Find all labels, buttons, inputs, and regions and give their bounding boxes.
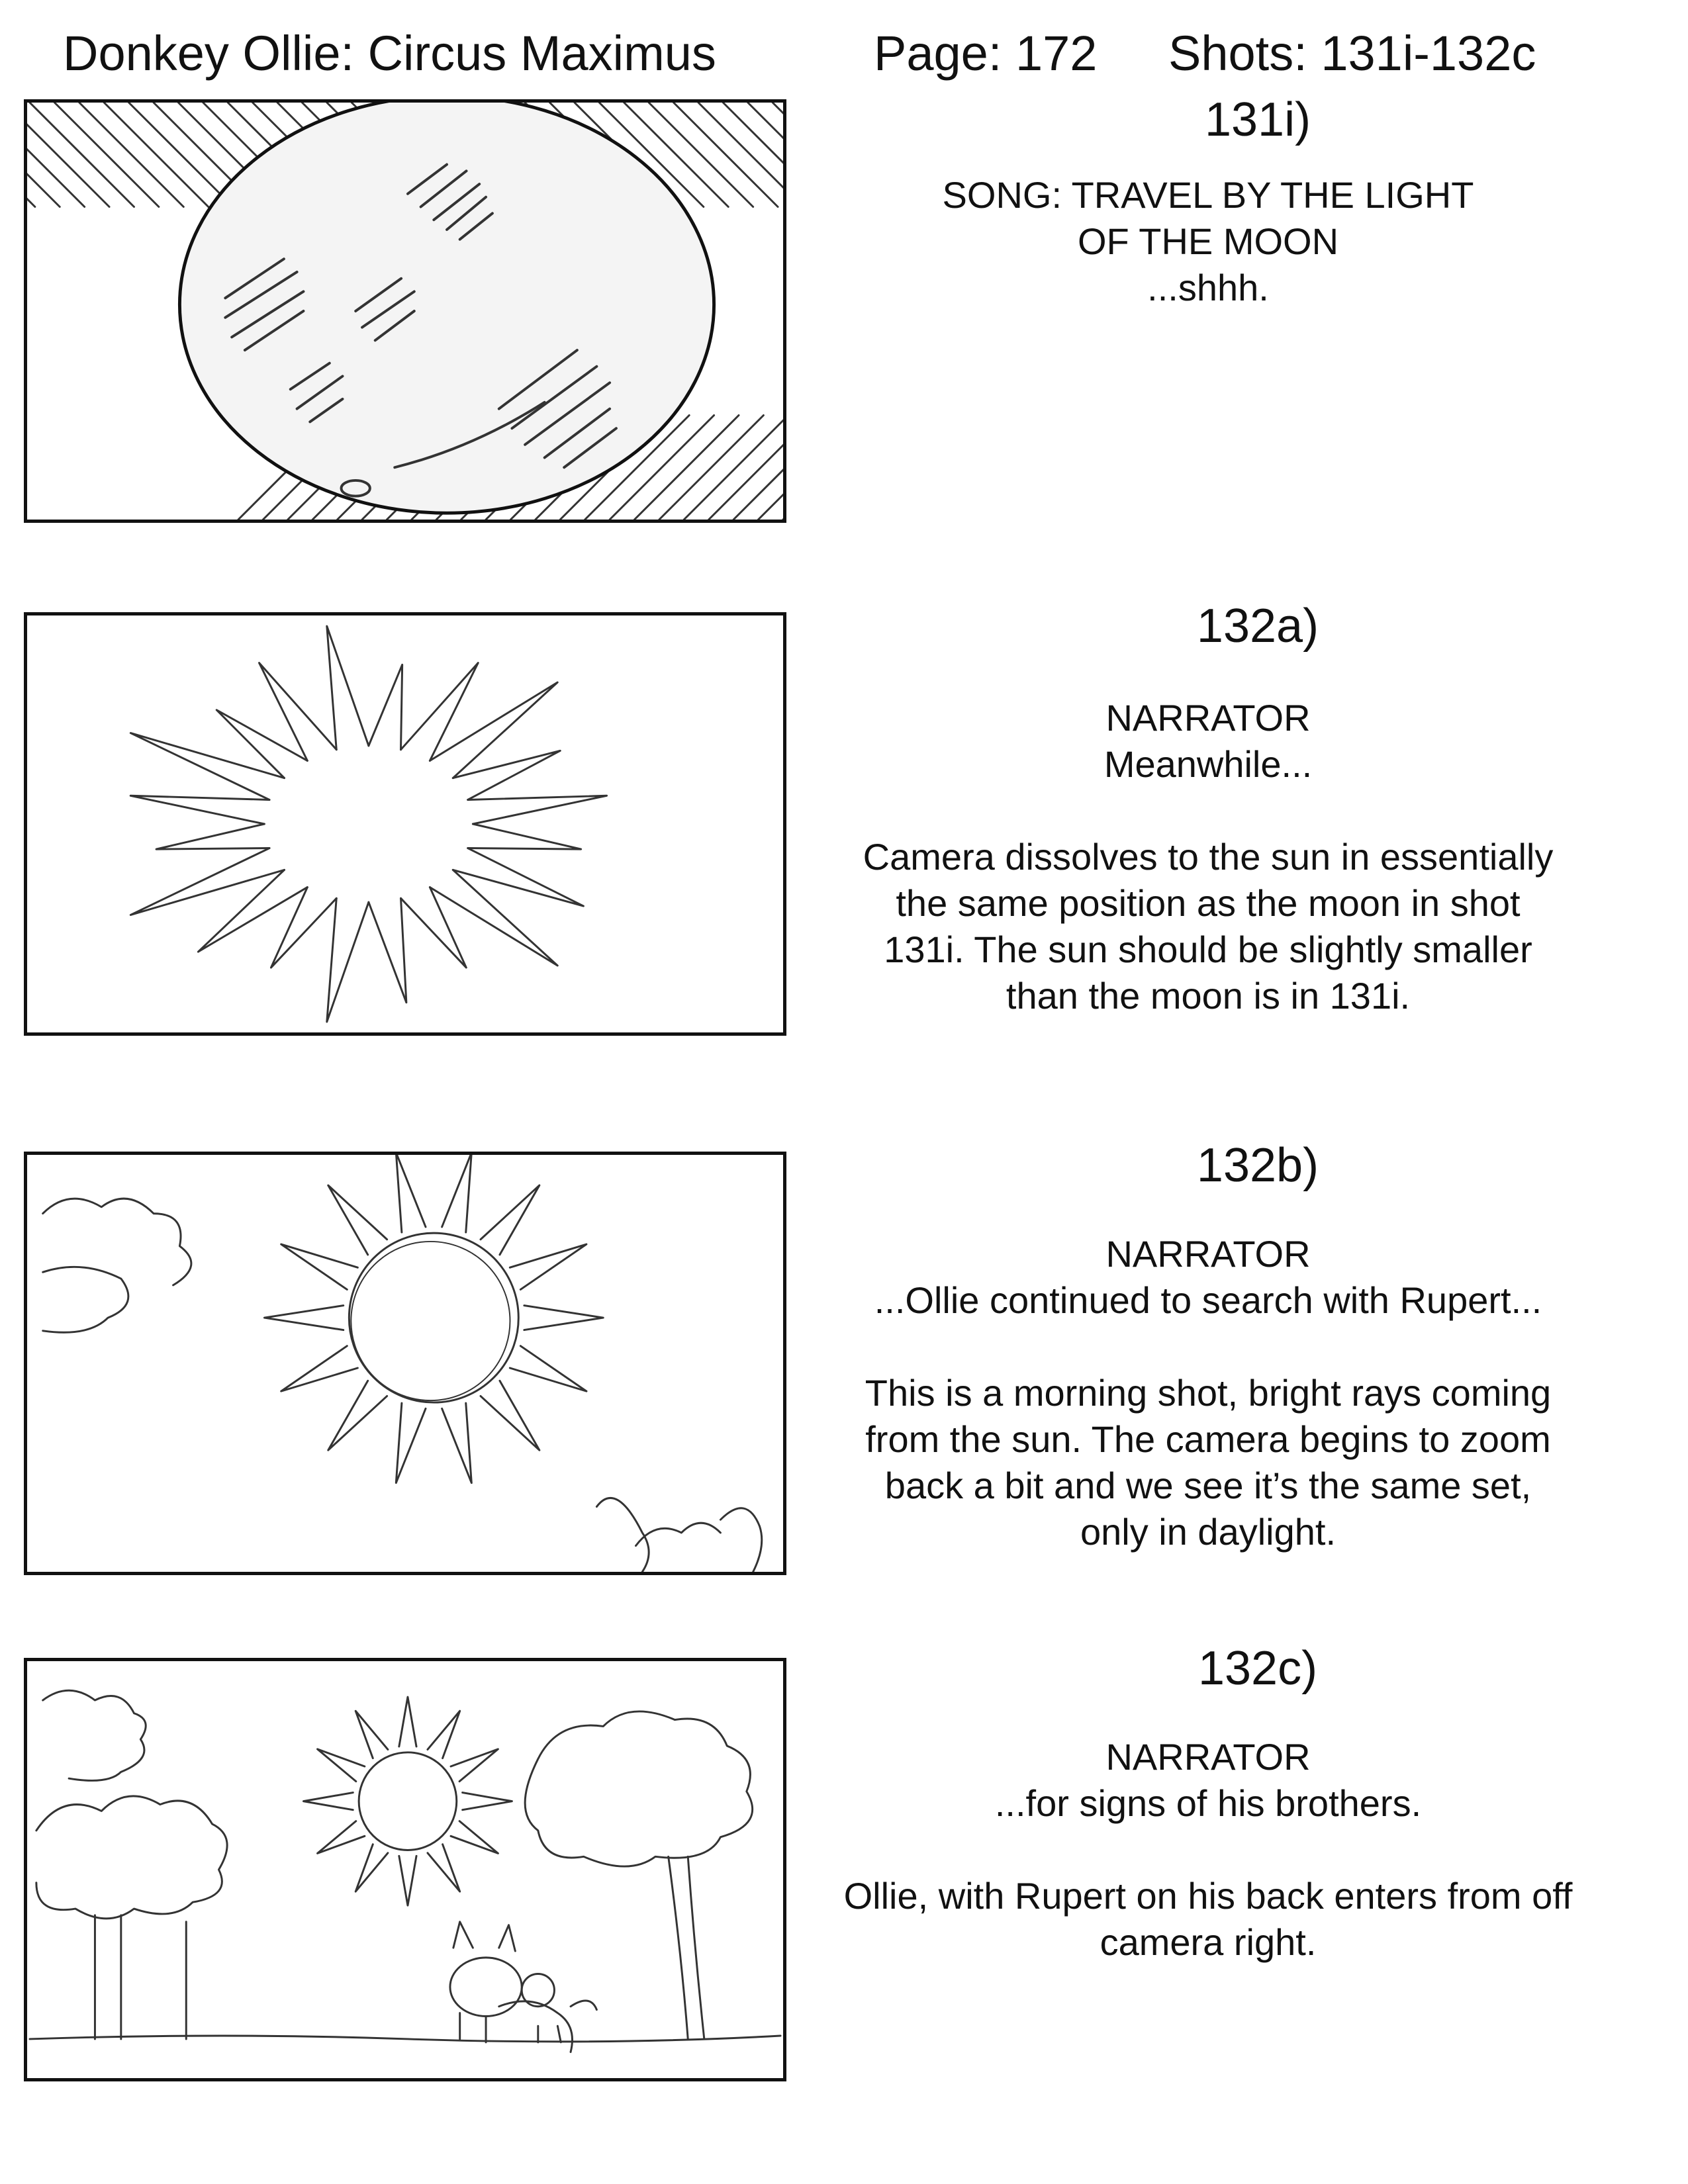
text-line: than the moon is in 131i.: [1006, 975, 1411, 1017]
storyboard-panel-132a: [24, 612, 786, 1036]
text-line: [794, 1827, 1622, 1873]
shot-id-132b: 132b): [1196, 1139, 1319, 1192]
sun-burst-sketch: [27, 615, 783, 1032]
shot-id-132c: 132c): [1197, 1642, 1318, 1695]
text-line: ...for signs of his brothers.: [994, 1782, 1422, 1824]
page-number: Page: 172: [874, 26, 1098, 81]
storyboard-panel-132c: [24, 1658, 786, 2081]
shot-id-131i: 131i): [1204, 93, 1311, 146]
text-line: camera right.: [1100, 1921, 1317, 1963]
storyboard-title: Donkey Ollie: Circus Maximus: [63, 26, 716, 81]
storyboard-panel-132b: [24, 1152, 786, 1575]
daylight-set-sketch: [27, 1661, 783, 2078]
storyboard-panel-131i: [24, 99, 786, 523]
text-line: [794, 788, 1622, 834]
text-line: Ollie, with Rupert on his back enters from off: [843, 1875, 1573, 1917]
panel-text-131i: [794, 172, 1622, 311]
text-line: This is a morning shot, bright rays coming: [865, 1372, 1552, 1414]
text-line: from the sun. The camera begins to zoom: [865, 1418, 1551, 1460]
text-line: only in daylight.: [1080, 1511, 1336, 1553]
text-line: the same position as the moon in shot: [896, 882, 1521, 924]
text-line: Camera dissolves to the sun in essentially: [863, 836, 1554, 878]
panel-text-132a: [794, 695, 1622, 1019]
shot-id-132a: 132a): [1196, 600, 1319, 653]
text-line: [794, 1324, 1622, 1370]
text-line: OF THE MOON: [1077, 220, 1339, 262]
morning-sun-sketch: [27, 1155, 783, 1572]
text-line: back a bit and we see it’s the same set,: [884, 1465, 1532, 1506]
panel-text-132c: [794, 1734, 1622, 1966]
text-line: ...shhh.: [1147, 267, 1269, 308]
moon-sketch: [27, 103, 783, 520]
text-line: SONG: TRAVEL BY THE LIGHT: [942, 174, 1474, 216]
text-line: NARRATOR: [1105, 697, 1311, 739]
text-line: NARRATOR: [1105, 1736, 1311, 1778]
shot-range: Shots: 131i-132c: [1168, 26, 1536, 81]
text-line: ...Ollie continued to search with Rupert...: [874, 1279, 1542, 1321]
text-line: NARRATOR: [1105, 1233, 1311, 1275]
text-line: Meanwhile...: [1103, 743, 1313, 785]
panel-text-132b: [794, 1231, 1622, 1555]
text-line: 131i. The sun should be slightly smaller: [884, 929, 1532, 970]
